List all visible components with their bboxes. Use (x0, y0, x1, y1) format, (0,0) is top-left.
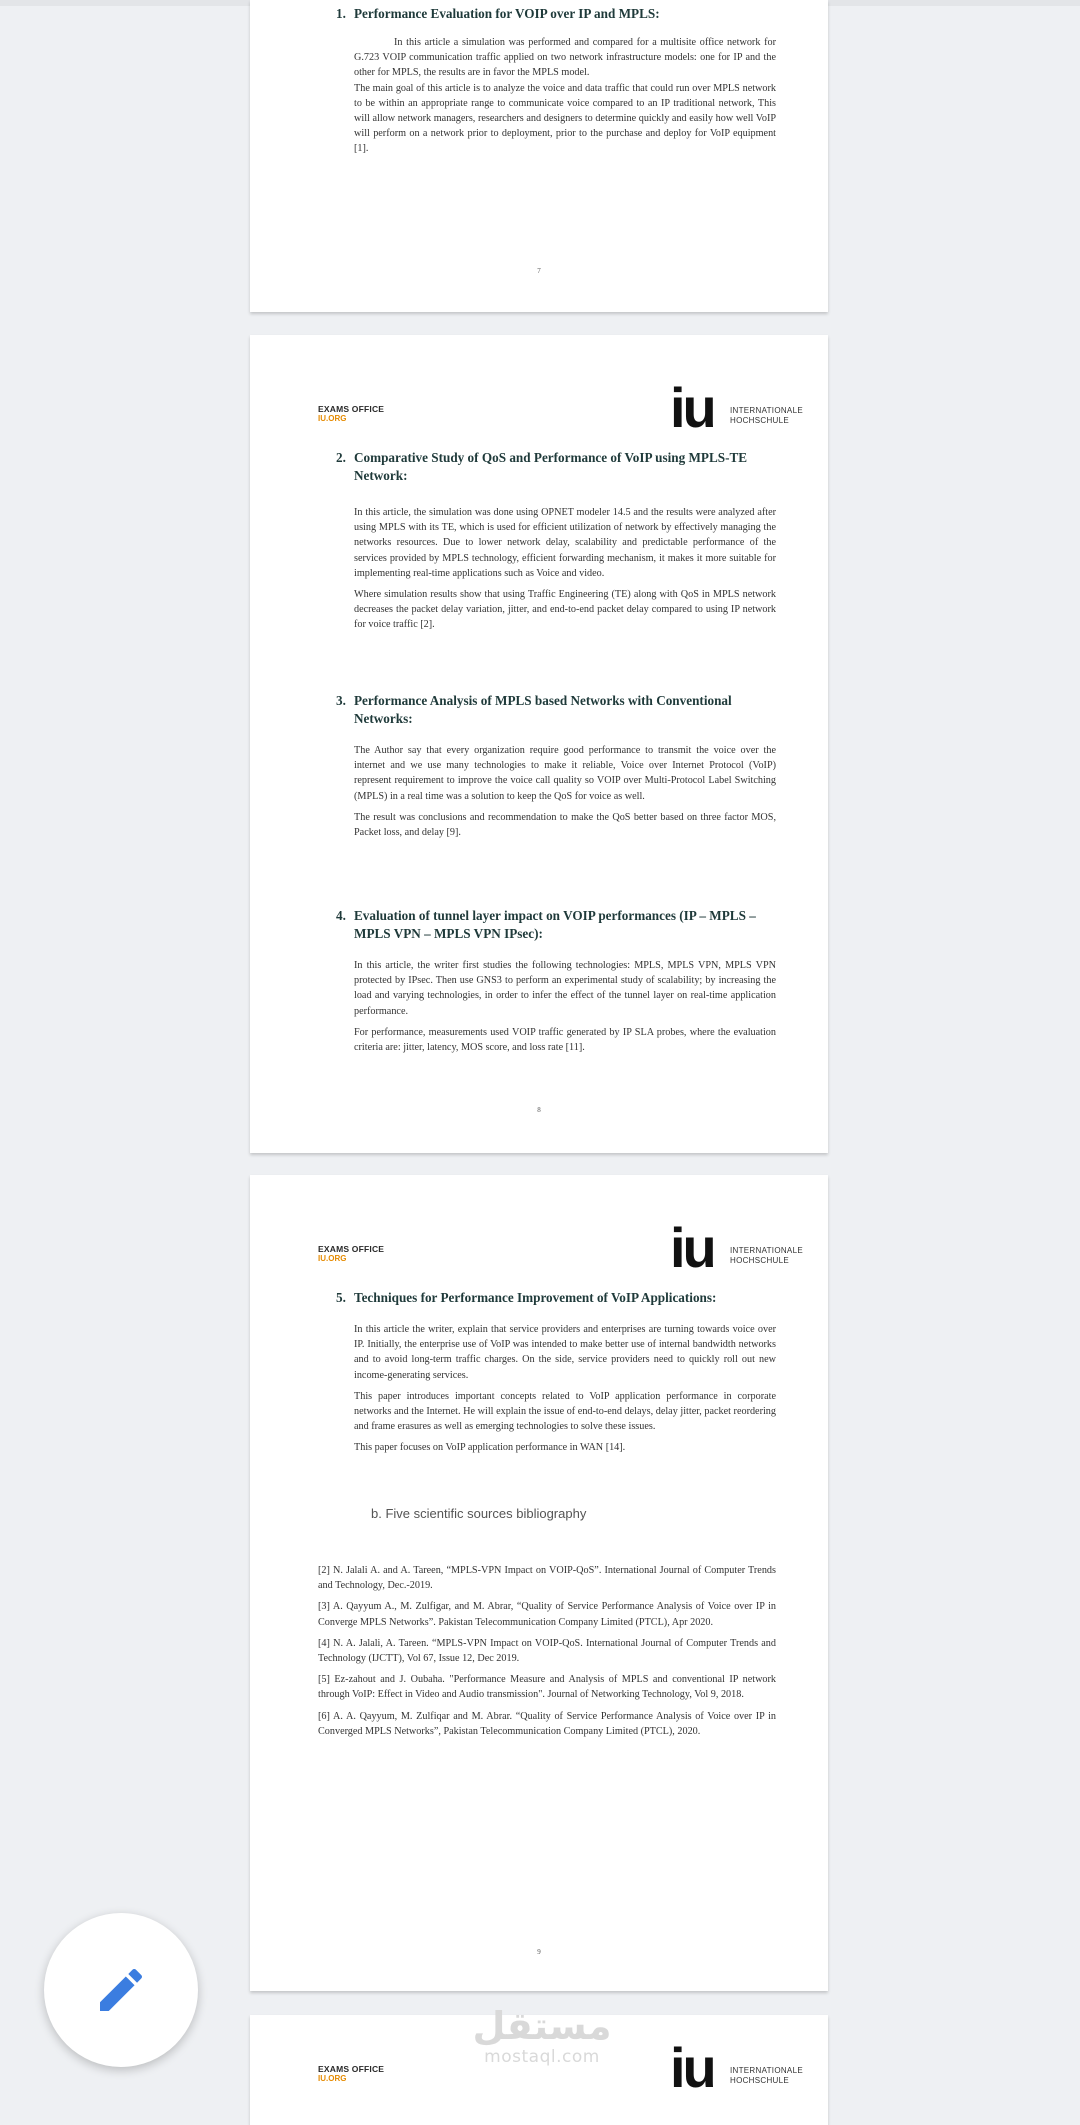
paragraph: In this article a simulation was performed and compared for a multisite office network for G.723 VOIP communication traffic applied on two network infrastructure models: one for IP and the other for MPLS, the results are in favor the MPLS model. (354, 37, 776, 79)
school-name: INTERNATIONALE HOCHSCHULE (730, 2066, 803, 2085)
iu-org-label: IU.ORG (318, 1254, 347, 1263)
bibliography-list (318, 1563, 776, 1745)
exams-office-label: EXAMS OFFICE (318, 1244, 385, 1254)
paragraph: In this article the writer, explain that service providers and enterprises are turning towards voice over IP. Initially, the enterprise use of VoIP was intended to make better use of internal bandwidth networks and to avoid long-term traffic charges. On the side, service providers need to quickly roll out new income-generating services. (354, 1324, 776, 1381)
exams-office-label: EXAMS OFFICE (318, 404, 385, 414)
school-name: INTERNATIONALE HOCHSCHULE (730, 1246, 803, 1265)
bibliography-item: [6] A. A. Qayyum, M. Zulfiqar and M. Abrar. “Quality of Service Performance Analysis of Voice over IP in Converged MPLS Networks”, Pakistan Telecommunication Company Limited (PTCL), 2020. (318, 1710, 776, 1737)
iu-logo: iu (670, 376, 714, 439)
bibliography-item: [4] N. A. Jalali, A. Tareen. “MPLS-VPN Impact on VOIP-QoS. International Journal of Computer Trends and Technology (IJCTT), Vol 67, Issue 12, Dec 2019. (318, 1637, 776, 1665)
paragraph: In this article, the simulation was done using OPNET modeler 14.5 and the results were analyzed after using MPLS with its TE, which is used for efficient utilization of network by effectively managing the networks resources. Due to lower network delay, scalability and predictable performance of the services provided by MPLS technology, efficient forwarding mechanism, it makes it more suitable for implementing real-time applications such as Voice and video. (354, 507, 776, 579)
school-name: INTERNATIONALE HOCHSCHULE (730, 406, 803, 425)
page-number: 7 (537, 267, 541, 275)
bibliography-item: [2] N. Jalali A. and A. Tareen, “MPLS-VPN Impact on VOIP-QoS”. International Journal of Computer Trends and Technology, Dec.-2019. (318, 1565, 776, 1592)
bibliography-item: [5] Ez-zahout and J. Oubaha. "Performance Measure and Analysis of MPLS and conventional IP network through VoIP: Effect in Video and Audio transmission". Journal of Networking Technology, Vol 9, 2018. (318, 1674, 776, 1701)
iu-logo: iu (670, 2036, 714, 2099)
page-number: 8 (537, 1106, 541, 1114)
paragraph: For performance, measurements used VOIP traffic generated by IP SLA probes, where the evaluation criteria are: jitter, latency, MOS score, and loss rate [11]. (354, 1026, 776, 1054)
document-page-8 (250, 335, 828, 1153)
section-5-title: 5. Techniques for Performance Improvement of VoIP Applications: (336, 1290, 717, 1305)
document-page-7 (250, 0, 828, 312)
paragraph: The result was conclusions and recommendation to make the QoS better based on three factor MOS, Packet loss, and delay [9]. (354, 811, 776, 839)
paragraph: This paper introduces important concepts related to VoIP application performance in corporate networks and the Internet. He will explain the issue of end-to-end delays, delay jitter, packet reordering and frame erasures as well as emerging technologies to solve these issues. (354, 1390, 776, 1433)
pencil-icon (93, 1962, 149, 2018)
edit-fab-button[interactable] (44, 1913, 198, 2067)
iu-logo: iu (670, 1216, 714, 1279)
section-3-body (354, 743, 776, 846)
paragraph: Where simulation results show that using Traffic Engineering (TE) along with QoS in MPLS network decreases the packet delay variation, jitter, and end-to-end packet delay compared to using IP network for voice traffic [2]. (354, 589, 776, 631)
bibliography-item: [3] A. Qayyum A., M. Zulfigar, and M. Abrar, “Quality of Service Performance Analysis of Voice over IP in Converge MPLS Networks”. Pakistan Telecommunication Company Limited (PTCL), Apr 2020. (318, 1601, 776, 1628)
section-1-title: 1. Performance Evaluation for VOIP over IP and MPLS: (336, 6, 660, 21)
page-header (318, 368, 803, 439)
iu-org-label: IU.ORG (318, 2074, 347, 2083)
page-header (318, 1208, 803, 1279)
mostaql-watermark: مستقل mostaql.com (472, 2004, 612, 2067)
bibliography-title: b. Five scientific sources bibliography (371, 1506, 587, 1521)
section-1-body (354, 35, 776, 163)
section-2-body (354, 505, 776, 639)
page-number: 9 (537, 1948, 541, 1956)
section-4-body (354, 958, 776, 1061)
section-5-body (354, 1322, 776, 1462)
paragraph: The Author say that every organization require good performance to transmit the voice over the internet and we use many technologies to make it reliable, Voice over Internet Protocol (VoIP) represent requirement to improve the voice call quality so VOIP over Multi-Protocol Label Switching (MPLS) in a real time was a solution to keep the QoS for voice as well. (354, 745, 776, 802)
iu-org-label: IU.ORG (318, 414, 347, 423)
section-3-title: 3. Performance Analysis of MPLS based Networks with Conventional Networks: (336, 693, 732, 726)
paragraph: This paper focuses on VoIP application performance in WAN [14]. (354, 1442, 626, 1454)
paragraph: In this article, the writer first studies the following technologies: MPLS, MPLS VPN, MPLS VPN protected by IPsec. Then use GNS3 to perform an experimental study of scalability; by increasing the load and varying technologies, in order to infer the effect of the tunnel layer on real-time application performance. (354, 960, 776, 1017)
section-4-title: 4. Evaluation of tunnel layer impact on VOIP performances (IP – MPLS – MPLS VPN – MPLS VPN IPsec): (336, 908, 756, 941)
exams-office-label: EXAMS OFFICE (318, 2064, 385, 2074)
section-2-title: 2. Comparative Study of QoS and Performance of VoIP using MPLS-TE Network: (336, 450, 748, 483)
document-page-9 (250, 1175, 828, 1991)
paragraph: The main goal of this article is to analyze the voice and data traffic that could run over MPLS network to be within an appropriate range to communicate voice compared to an IP traditional network, This will allow network managers, researchers and designers to determine quickly and easily how well VoIP will perform on a network prior to deployment, prior to the purchase and deploy for VoIP equipment [1]. (354, 82, 776, 155)
